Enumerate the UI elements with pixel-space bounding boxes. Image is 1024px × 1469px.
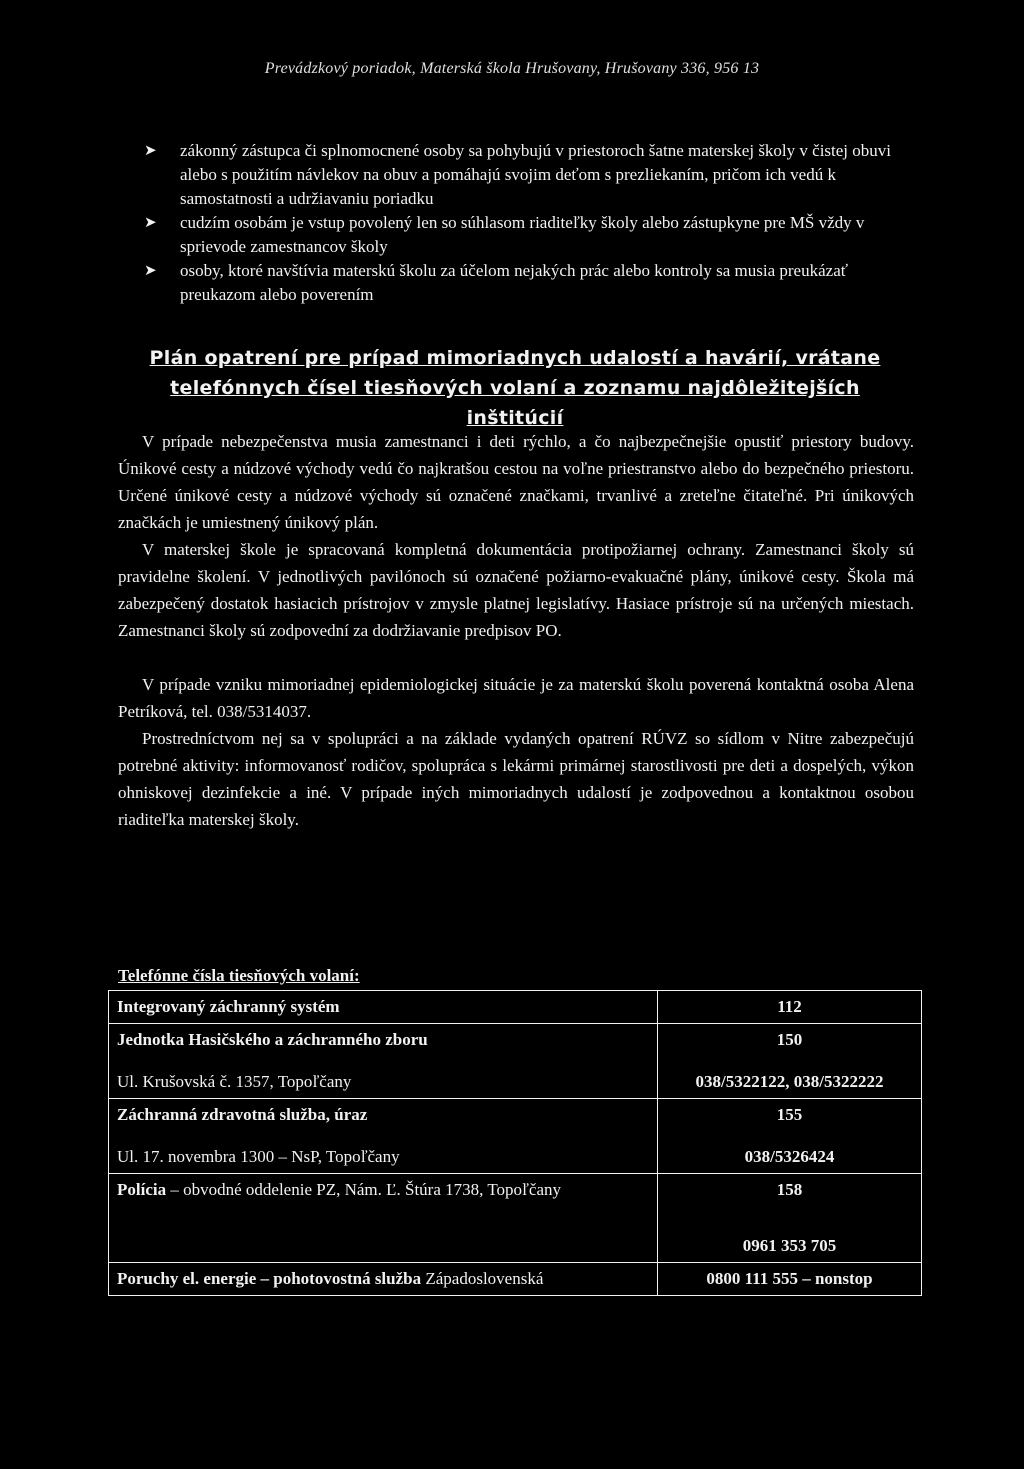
arrowhead-icon: ➤ <box>144 263 157 279</box>
table-row <box>109 1263 922 1296</box>
list-item <box>146 211 916 259</box>
list-item <box>146 259 916 307</box>
table-cell-number: 112 <box>657 991 921 1024</box>
paragraph: Prostredníctvom nej sa v spolupráci a na základe vydaných opatrení RÚVZ so sídlom v Nitre zabezpečujú potrebné aktivity: informovanosť rodičov, spolupráca s lekármi primárnej starostlivosti pre deti a dospelých, výkon ohniskovej dezinfekcie a iné. V prípade iných mimoriadnych udalostí je zodpovednou a kontaktnou osobou riaditeľka materskej školy. <box>118 729 914 829</box>
arrowhead-icon: ➤ <box>144 215 157 231</box>
table-cell-number: 155 038/5326424 <box>657 1099 921 1174</box>
page-header: Prevádzkový poriadok, Materská škola Hrušovany, Hrušovany 336, 956 13 <box>264 60 760 77</box>
table-cell-name: Záchranná zdravotná služba, úraz Ul. 17. novembra 1300 – NsP, Topoľčany <box>109 1099 658 1174</box>
table-row <box>109 1099 922 1174</box>
bullet-text: cudzím osobám je vstup povolený len so súhlasom riaditeľky školy alebo zástupkyne pre MŠ vždy v sprievode zamestnancov školy <box>180 213 865 256</box>
table-cell-number: 150 038/5322122, 038/5322222 <box>657 1024 921 1099</box>
table-cell-number: 158 0961 353 705 <box>657 1174 921 1263</box>
paragraph: V prípade vzniku mimoriadnej epidemiologickej situácie je za materskú školu poverená kontaktná osoba Alena Petríková, tel. 038/5314037. <box>118 675 914 721</box>
bullet-text: zákonný zástupca či splnomocnené osoby sa pohybujú v priestoroch šatne materskej školy v čistej obuvi alebo s použitím návlekov na obuv a pomáhajú svojim deťom s prezliekaním, pričom ich vedú k samostatnosti a udržiavaniu poriadku <box>180 141 892 208</box>
list-item <box>146 139 916 211</box>
table-cell-name: Polícia – obvodné oddelenie PZ, Nám. Ľ. Štúra 1738, Topoľčany <box>109 1174 658 1263</box>
table-row <box>109 991 922 1024</box>
table-cell-name: Integrovaný záchranný systém <box>109 991 658 1024</box>
table-row <box>109 1174 922 1263</box>
table-cell-name: Poruchy el. energie – pohotovostná služba Západoslovenská <box>109 1263 658 1296</box>
table-cell-name: Jednotka Hasičského a záchranného zboru Ul. Krušovská č. 1357, Topoľčany <box>109 1024 658 1099</box>
table-cell-number: 0800 111 555 – nonstop <box>657 1263 921 1296</box>
emergency-phone-table <box>108 990 922 1296</box>
table-row <box>109 1024 922 1099</box>
paragraph: V materskej škole je spracovaná kompletná dokumentácia protipožiarnej ochrany. Zamestnanci školy sú pravidelne školení. V jednotlivých pavilónoch sú označené požiarno-evakuačné plány, únikové cesty. Škola má zabezpečený dostatok hasiacich prístrojov v zmysle platnej legislatívy. Hasiace prístroje sú na určených miestach. Zamestnanci školy sú zodpovední za dodržiavanie predpisov PO. <box>118 540 914 640</box>
table-title: Telefónne čísla tiesňových volaní: <box>118 966 360 985</box>
bullet-list <box>146 139 916 307</box>
bullet-text: osoby, ktoré navštívia materskú školu za účelom nejakých prác alebo kontroly sa musia preukázať preukazom alebo poverením <box>180 261 849 304</box>
paragraph: V prípade nebezpečenstva musia zamestnanci i deti rýchlo, a čo najbezpečnejšie opustiť priestory budovy. Únikové cesty a núdzové východy vedú čo najkratšou cestou na voľne priestranstvo alebo do bezpečného priestoru. Určené únikové cesty a núdzové východy sú označené značkami, trvanlivé a zreteľne čitateľné. Pri únikových značkách je umiestnený únikový plán. <box>118 432 914 532</box>
body-text <box>118 428 914 833</box>
arrowhead-icon: ➤ <box>144 143 157 159</box>
section-title: Plán opatrení pre prípad mimoriadnych udalostí a havárií, vrátane telefónnych čísel tiesňových volaní a zoznamu najdôležitejších inštitúcií <box>149 347 881 429</box>
